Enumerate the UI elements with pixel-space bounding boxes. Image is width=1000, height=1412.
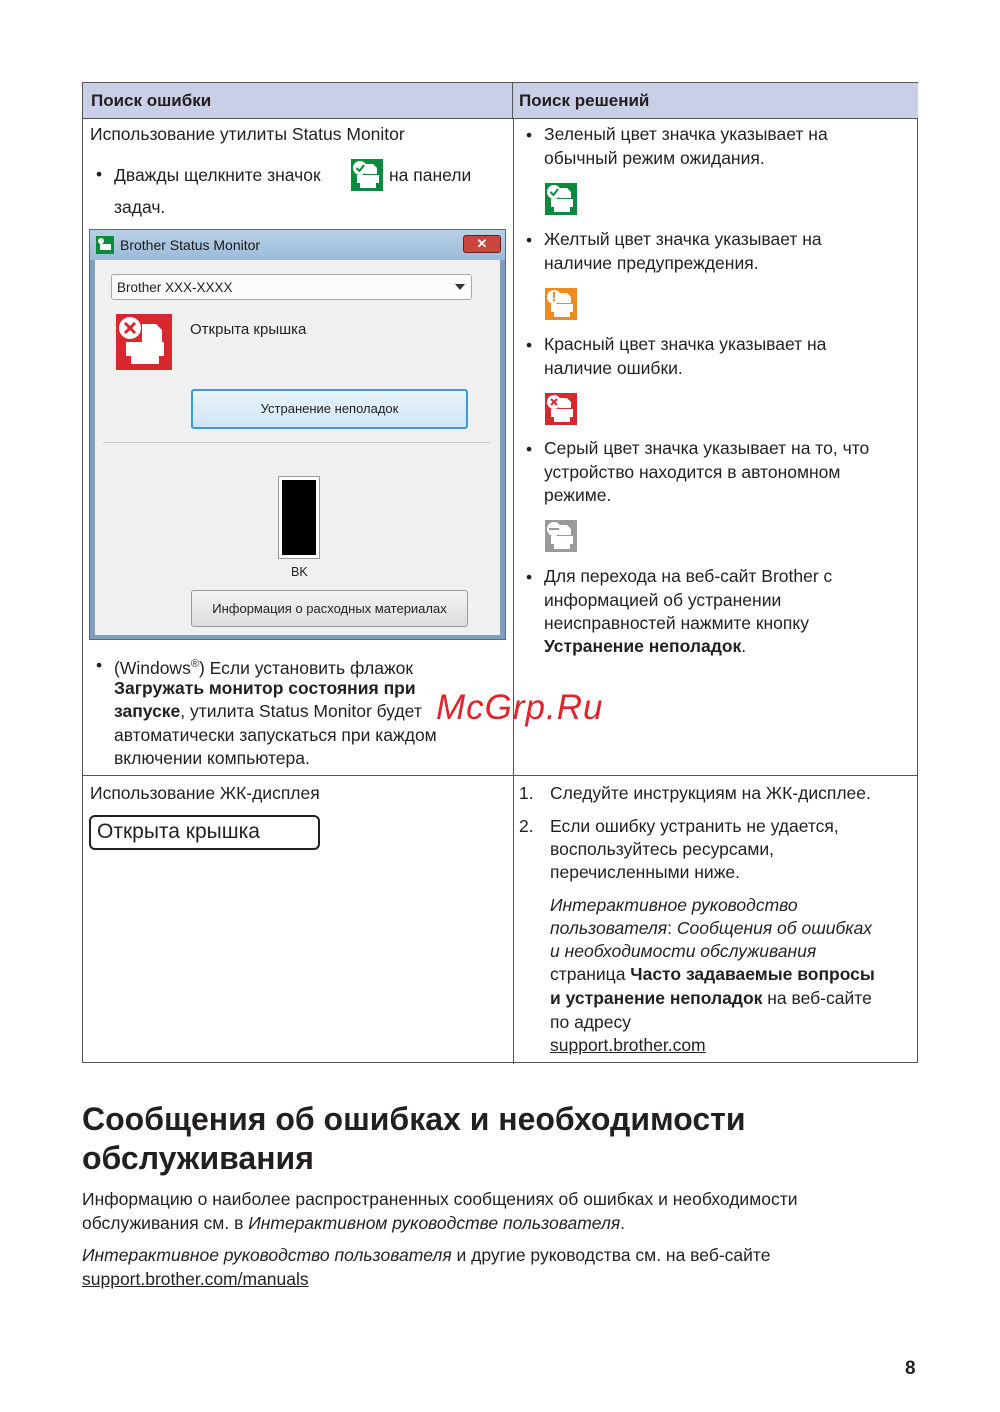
ref-line3: и необходимости обслуживания [550, 941, 817, 961]
para1-italic: Интерактивном руководстве пользователя [248, 1212, 621, 1233]
error-printer-icon [116, 314, 172, 370]
windows-text: (Windows [114, 657, 191, 678]
support-link[interactable] [550, 1034, 706, 1057]
section-para2 [82, 1244, 922, 1291]
manuals-link-text[interactable]: support.brother.com/manuals [82, 1268, 309, 1289]
window-title: Brother Status Monitor [120, 237, 261, 253]
section-title-line2: обслуживания [82, 1140, 314, 1176]
ref-line5 [550, 987, 872, 1010]
ref-line2 [550, 917, 872, 940]
bullet-glyph: • [526, 439, 533, 459]
para1-line1: Информацию о наиболее распространенных сообщениях об ошибках и необходимости [82, 1189, 798, 1209]
bullet2-bold1: Загружать монитор состояния при [114, 678, 416, 698]
row2-left-title: Использование ЖК-дисплея [90, 783, 320, 803]
window-titlebar [90, 230, 505, 260]
bullet1-before: Дважды щелкните значок [114, 165, 321, 185]
grey-line1: Серый цвет значка указывает на то, что [544, 438, 870, 458]
bullet-glyph: • [96, 655, 103, 675]
support-link-text[interactable]: support.brother.com [550, 1035, 706, 1055]
manuals-link[interactable] [82, 1268, 922, 1292]
web-line1: Для перехода на веб-сайт Brother с [544, 566, 833, 586]
header-problem: Поиск ошибки [83, 83, 513, 119]
row-divider [83, 775, 918, 776]
separator [103, 442, 490, 443]
checkbox-text: ) Если установить флажок [198, 657, 414, 678]
green-line1: Зеленый цвет значка указывает на [544, 124, 828, 144]
chevron-down-icon [455, 284, 465, 290]
lcd-message-box: Открыта крышка [89, 815, 320, 850]
web-line4 [544, 635, 746, 658]
ink-level-fill [282, 480, 316, 555]
ink-label: BK [291, 565, 308, 579]
watermark: McGrp.Ru [436, 688, 604, 727]
ref-l4-bold: Часто задаваемые вопросы [630, 964, 875, 984]
bullet1-after: на панели [389, 165, 472, 185]
bullet-glyph: • [526, 230, 533, 250]
step2-line2: воспользуйтесь ресурсами, [550, 839, 775, 859]
bullet2-line4: автоматически запускаться при каждом [114, 725, 437, 745]
para1-line2 [82, 1212, 922, 1236]
column-divider [513, 119, 514, 1064]
red-line2: наличие ошибки. [544, 358, 683, 378]
yellow-line1: Желтый цвет значка указывает на [544, 229, 822, 249]
status-text: Открыта крышка [190, 321, 307, 338]
step2-number: 2. [519, 816, 534, 836]
step2-line3: перечисленными ниже. [550, 862, 740, 882]
ref-colon: : [667, 918, 677, 938]
yellow-warning-icon [544, 287, 578, 321]
green-status-icon [544, 182, 578, 216]
yellow-line2: наличие предупреждения. [544, 253, 759, 273]
bullet-glyph: • [96, 164, 103, 184]
section-title-line1: Сообщения об ошибках и необходимости [82, 1101, 746, 1137]
bullet-glyph: • [526, 567, 533, 587]
section-title [82, 1100, 922, 1178]
grey-line2: устройство находится в автономном [544, 462, 841, 482]
bullet-glyph: • [526, 125, 533, 145]
ref-line6: по адресу [550, 1012, 631, 1032]
bullet2-bold2: запуске [114, 701, 181, 721]
ref-it2a: пользователя [550, 918, 668, 938]
close-button[interactable]: ✕ [463, 235, 501, 253]
status-monitor-window [89, 229, 506, 640]
para2-post: и другие руководства см. на веб-сайте [451, 1245, 771, 1265]
ref-it2b: Сообщения об ошибках [676, 918, 873, 938]
green-line2: обычный режим ожидания. [544, 148, 765, 168]
para1-pre: обслуживания см. в [82, 1212, 249, 1233]
red-error-icon [544, 392, 578, 426]
bullet2-line5: включении компьютера. [114, 748, 310, 768]
bullet2-line3 [114, 700, 422, 723]
registered-mark: ® [190, 658, 199, 670]
step1-number: 1. [519, 783, 534, 803]
web-bold: Устранение неполадок [544, 636, 742, 656]
bullet-glyph: • [526, 335, 533, 355]
ref-line1: Интерактивное руководство [550, 895, 798, 915]
page-number: 8 [905, 1358, 916, 1379]
para2-italic: Интерактивное руководство пользователя [82, 1245, 452, 1265]
web-dot: . [741, 636, 747, 656]
ink-level-bar [278, 476, 320, 559]
status-monitor-green-icon [350, 158, 384, 192]
bullet2-line3-rest: , утилита Status Monitor будет [180, 701, 422, 721]
step1-text: Следуйте инструкциям на ЖК-дисплее. [550, 783, 871, 803]
model-select-value: Brother XXX-XXXX [117, 280, 233, 295]
ref-l5-bold: и устранение неполадок [550, 988, 763, 1008]
step2-line1: Если ошибку устранить не удается, [550, 816, 839, 836]
model-select[interactable] [111, 274, 472, 300]
troubleshoot-button[interactable]: Устранение неполадок [191, 389, 468, 429]
para1-post: . [620, 1212, 626, 1233]
bullet1-end: задач. [114, 197, 166, 217]
web-line3: неисправностей нажмите кнопку [544, 613, 809, 633]
row1-left-title: Использование утилиты Status Monitor [90, 124, 405, 144]
para2-line1 [82, 1244, 922, 1268]
web-line2: информацией об устранении [544, 590, 782, 610]
header-solution: Поиск решений [513, 83, 918, 119]
ref-l4-pre: страница [550, 964, 631, 984]
section-para1 [82, 1188, 922, 1235]
ref-l5-post: на веб-сайте [762, 988, 872, 1008]
window-body [95, 260, 500, 635]
red-line1: Красный цвет значка указывает на [544, 334, 827, 354]
supplies-info-button[interactable]: Информация о расходных материалах [191, 590, 468, 627]
grey-line3: режиме. [544, 485, 612, 505]
grey-offline-icon [544, 519, 578, 553]
printer-status-icon [96, 236, 114, 254]
ref-line4 [550, 963, 875, 986]
